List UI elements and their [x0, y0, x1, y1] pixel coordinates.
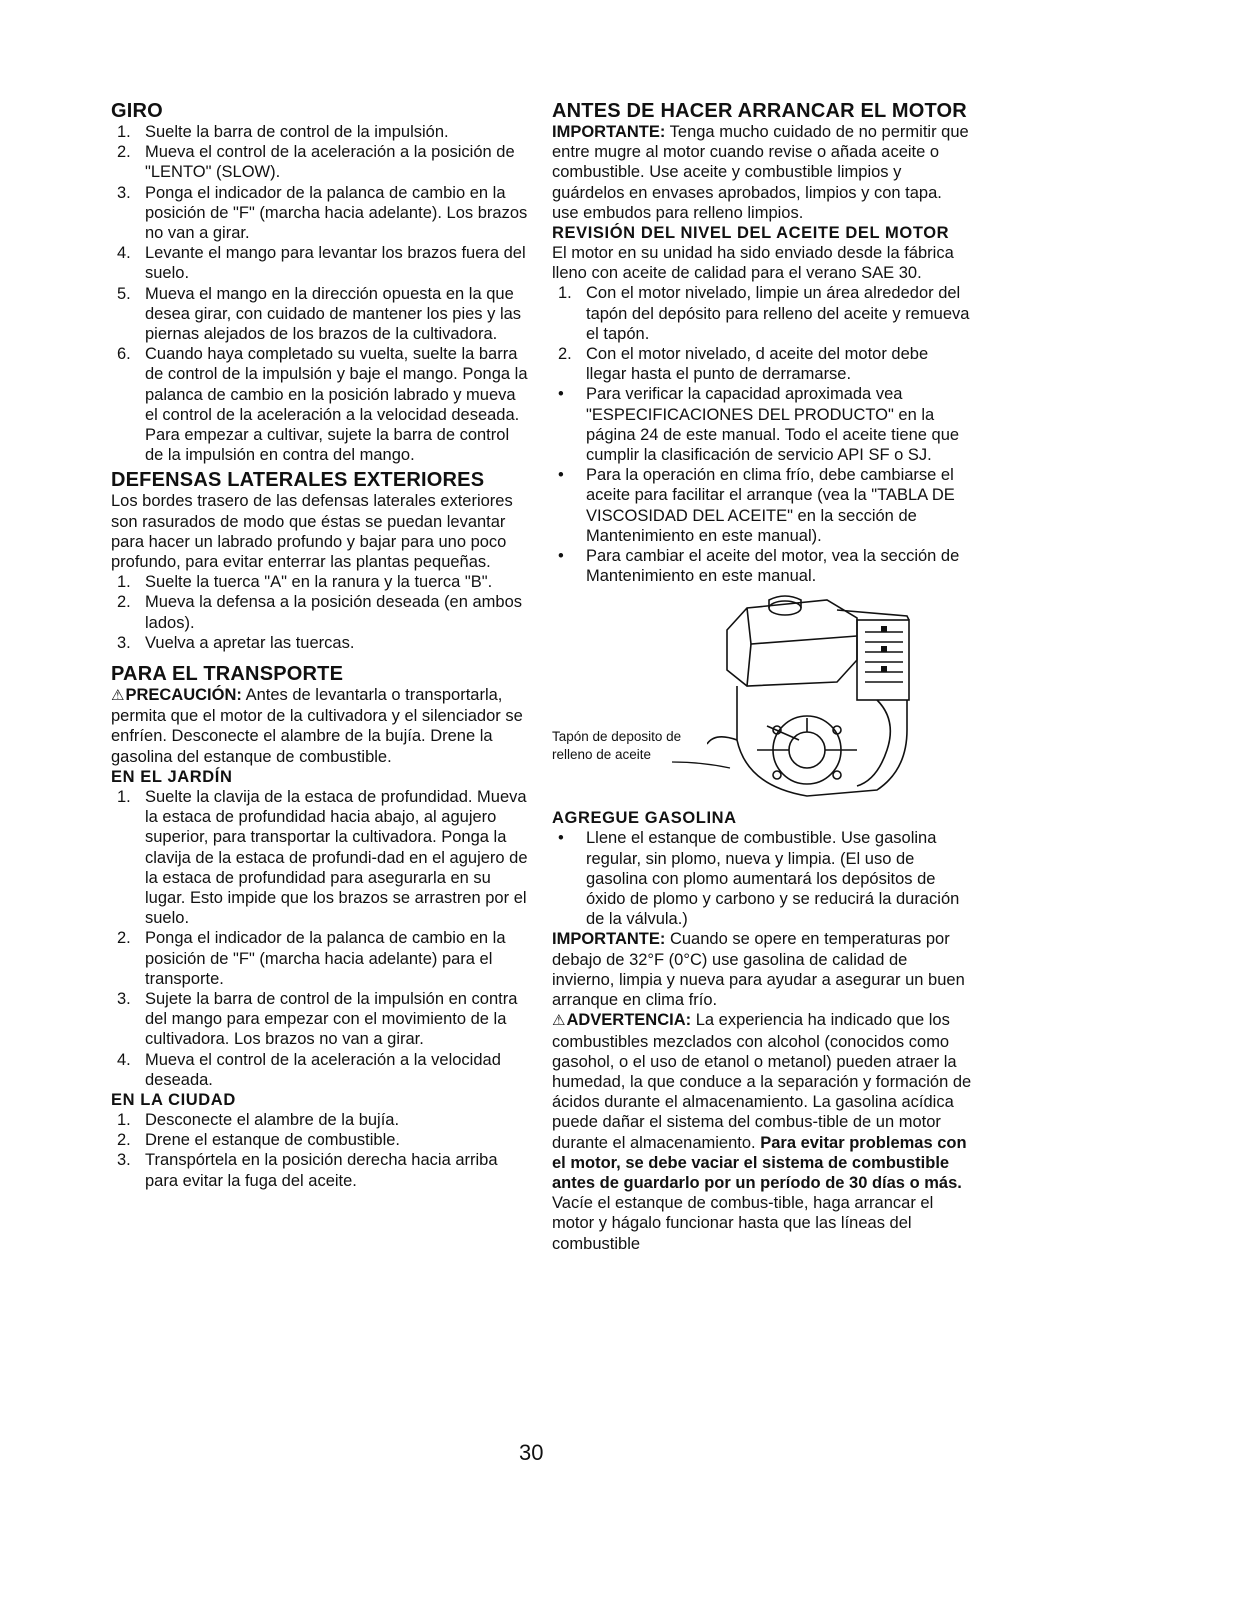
list-item: 4. Mueva el control de la aceleración a la velocidad deseada.: [117, 1050, 501, 1089]
engine-figure: [552, 590, 972, 808]
list-item: • Llene el estanque de combustible. Use gasolina regular, sin plomo, nueva y limpia. (El uso de gasolina con plomo aumentará los depósitos de óxido de plomo y carbono y se reducirá la duración de la válvula.): [558, 829, 960, 929]
oil-fill-cap-callout: Tapón de deposito de relleno de aceite: [552, 729, 682, 763]
left-column: [111, 100, 531, 1191]
gasolina-warning: ⚠ADVERTENCIA: La experiencia ha indicado que los combustibles mezclados con alcohol (conocidos como gasohol, o el uso de etanol o metanol) pueden atraer la humedad, la que conduce a la separación y formación de ácidos durante el almacenamiento. La gasolina acídica puede dañar el sistema del combus-tible de un motor durante el almacenamiento. Para evitar problemas con el motor, se debe vaciar el sistema de combustible antes de guardarlo por un período de 30 días o más. Vacíe el estanque de combus-tible, haga arrancar el motor y hágalo funcionar hasta que las líneas del combustible: [552, 1011, 972, 1253]
jardin-list: [111, 787, 531, 1090]
list-item: 3. Transpórtela en la posición derecha hacia arriba para evitar la fuga del aceite.: [117, 1151, 498, 1190]
defensas-heading: DEFENSAS LATERALES EXTERIORES: [111, 469, 485, 492]
engine-illustration: [707, 590, 922, 806]
list-item: 2. Mueva la defensa a la posición deseada (en ambos lados).: [117, 593, 522, 632]
callout-leader-line: [672, 740, 742, 770]
list-item: • Para cambiar el aceite del motor, vea la sección de Mantenimiento en este manual.: [558, 547, 960, 586]
list-item: 1. Suelte la barra de control de la impulsión.: [117, 123, 449, 141]
warning-triangle-icon: ⚠: [552, 1012, 566, 1030]
list-item: 3. Vuelva a apretar las tuercas.: [117, 633, 355, 652]
page-number: 30: [519, 1440, 544, 1465]
list-item: 3. Sujete la barra de control de la impulsión en contra del mango para empezar con el movimiento de la cultivadora. Los brazos no van a girar.: [117, 989, 518, 1049]
list-item: 4. Levante el mango para levantar los brazos fuera del suelo.: [117, 244, 526, 283]
gasolina-heading: AGREGUE GASOLINA: [552, 809, 737, 828]
list-item: • Para la operación en clima frío, debe cambiarse el aceite para facilitar el arranque (vea la "TABLA DE VISCOSIDAD DEL ACEITE" en la sección de Mantenimiento en este manual).: [558, 466, 955, 545]
list-item: 6. Cuando haya completado su vuelta, suelte la barra de control de la impulsión y baje el mango. Ponga la palanca de cambio en la posición labrado y mueva el control de la aceleración a la velocidad deseada. Para empezar a cultivar, sujete la barra de control de la impulsión en contra del mango.: [117, 345, 528, 465]
gasolina-important: IMPORTANTE: Cuando se opere en temperaturas por debajo de 32°F (0°C) use gasolina de calidad de invierno, limpia y nueva para ayudar a asegurar un buen arranque en clima frío.: [552, 930, 965, 1010]
right-column: [552, 100, 972, 1254]
list-item: 1. Suelte la clavija de la estaca de profundidad. Mueva la estaca de profundidad hacia abajo, al agujero superior, para transportar la cultivadora. Ponga la clavija de la estaca de profundi-dad en el agujero de la estaca de profundidad para asegurarla en su lugar. Esto impide que los brazos se arrastren por el suelo.: [117, 787, 528, 928]
revision-intro: El motor en su unidad ha sido enviado desde la fábrica lleno con aceite de calidad para el verano SAE 30.: [552, 244, 954, 283]
antes-heading: ANTES DE HACER ARRANCAR EL MOTOR: [552, 100, 967, 122]
list-item: 3. Ponga el indicador de la palanca de cambio en la posición de "F" (marcha hacia adelante). Los brazos no van a girar.: [117, 183, 528, 243]
list-item: 1. Con el motor nivelado, limpie un área alrededor del tapón del depósito para relleno del aceite y remueva el tapón.: [558, 284, 970, 343]
giro-heading: GIRO: [111, 100, 163, 122]
list-item: 2. Ponga el indicador de la palanca de cambio en la posición de "F" (marcha hacia adelante) para el transporte.: [117, 929, 506, 988]
warning-triangle-icon: ⚠: [111, 687, 125, 705]
ciudad-heading: EN LA CIUDAD: [111, 1090, 236, 1109]
revision-list: [552, 283, 972, 384]
gasolina-bullets: [552, 828, 972, 929]
revision-bullets: [552, 384, 972, 586]
defensas-list: [111, 572, 531, 653]
caution-paragraph: ⚠PRECAUCIÓN: Antes de levantarla o transportarla, permita que el motor de la cultivadora y el silenciador se enfríen. Desconecte el alambre de la bujía. Drene la gasolina del estanque de combustible.: [111, 686, 523, 766]
jardin-heading: EN EL JARDÍN: [111, 767, 233, 786]
list-item: 2. Drene el estanque de combustible.: [117, 1131, 400, 1150]
list-item: 1. Desconecte el alambre de la bujía.: [117, 1110, 400, 1129]
defensas-intro: Los bordes trasero de las defensas laterales exteriores son rasurados de modo que éstas se puedan levantar para hacer un labrado profundo y bajar para uno poco profundo, para evitar enterrar las plantas pequeñas.: [111, 492, 513, 572]
revision-heading: REVISIÓN DEL NIVEL DEL ACEITE DEL MOTOR: [552, 224, 950, 243]
list-item: 2. Con el motor nivelado, d aceite del motor debe llegar hasta el punto de derramarse.: [558, 345, 929, 384]
list-item: 5. Mueva el mango en la dirección opuesta en la que desea girar, con cuidado de mantener los pies y las piernas alejados de los brazos de la cultivadora.: [117, 284, 522, 344]
ciudad-list: [111, 1110, 531, 1191]
list-item: 1. Suelte la tuerca "A" en la ranura y la tuerca "B".: [117, 573, 493, 592]
antes-important: IMPORTANTE: Tenga mucho cuidado de no permitir que entre mugre al motor cuando revise o añada aceite o combustible. Use aceite y combustible limpios y guárdelos en envases aprobados, limpios y con tapa. use embudos para relleno limpios.: [552, 123, 969, 222]
giro-list: [111, 122, 531, 465]
list-item: • Para verificar la capacidad aproximada vea "ESPECIFICACIONES DEL PRODUCTO" en la página 24 de este manual. Todo el aceite tiene que cumplir la clasificación de servicio API SF o SJ.: [558, 385, 960, 465]
transporte-heading: PARA EL TRANSPORTE: [111, 663, 344, 686]
list-item: 2. Mueva el control de la aceleración a la posición de "LENTO" (SLOW).: [117, 143, 515, 182]
